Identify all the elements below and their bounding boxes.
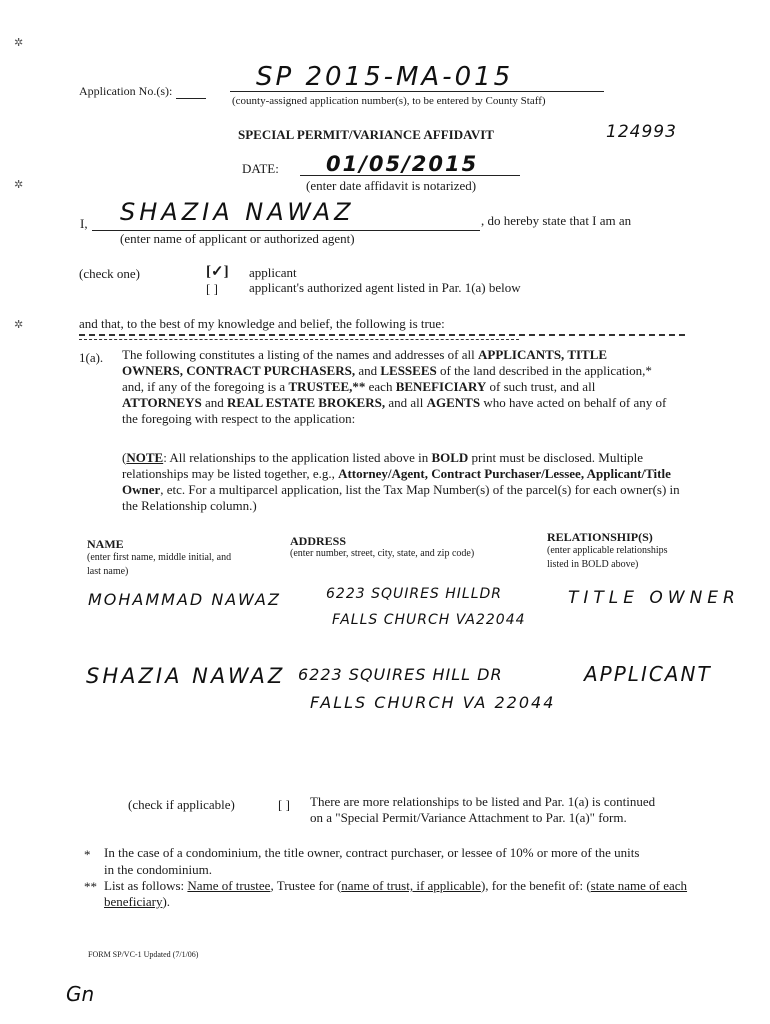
name-column-caption: (enter first name, middle initial, and: [87, 552, 232, 563]
application-no-caption: (county-assigned application number(s), to be entered by County Staff): [232, 95, 546, 107]
declarant-suffix: , do hereby state that I am an: [481, 213, 632, 228]
footnote-marker: **: [84, 879, 97, 894]
entry-address-line2: FALLS CHURCH VA 22044: [310, 693, 556, 712]
name-column-caption: last name): [87, 566, 129, 577]
scan-speck: ✲: [14, 179, 24, 191]
entry-name: SHAZIA NAWAZ: [86, 664, 286, 688]
dashed-divider: [79, 334, 685, 336]
address-column-header: ADDRESS: [290, 534, 347, 548]
application-no-label: Application No.(s):: [79, 84, 173, 98]
date-value: 01/05/2015: [326, 152, 479, 176]
footnote-condominium: in the condominium.: [104, 862, 212, 877]
footnote-trustee: List as follows: Name of trustee, Trustee for (name of trust, if applicable), for the benefit of: (state name of each beneficiary).: [104, 878, 688, 909]
entry-address-line1: 6223 SQUIRES HILL DR: [298, 665, 503, 684]
date-caption: (enter date affidavit is notarized): [306, 178, 477, 193]
dashed-divider: [79, 339, 519, 340]
applicant-checkbox[interactable]: [✓]: [206, 264, 229, 280]
continued-text: There are more relationships to be listed and Par. 1(a) is continued: [310, 794, 656, 809]
intro-statement: and that, to the best of my knowledge and belief, the following is true:: [79, 316, 445, 331]
declarant-name: SHAZIA NAWAZ: [120, 198, 355, 226]
footnote-condominium: In the case of a condominium, the title owner, contract purchaser, or lessee of 10% or more of the units: [104, 845, 640, 860]
entry-name: MOHAMMAD NAWAZ: [88, 590, 281, 609]
note-paragraph: (NOTE: All relationships to the application listed above in BOLD print must be disclosed. Multiple relationships may be listed together, e.g., Attorney/Agent, Contract Purchaser/Lessee, Applicant/Title Owner, etc. For a multiparcel application, list the Tax Map Number(s) of the parcel(s) for each owner(s) in the Relationship column.): [122, 450, 680, 513]
paragraph-1a: The following constitutes a listing of the names and addresses of all APPLICANTS, TITLE OWNERS, CONTRACT PURCHASERS, and LESSEES of the land described in the application,* and, if any of the foregoing is a TRUSTEE,** each BENEFICIARY of such trust, and all ATTORNEYS and REAL ESTATE BROKERS, and all AGENTS who have acted on behalf of any of the foregoing with respect to the application:: [122, 347, 667, 426]
entry-address-line2: FALLS CHURCH VA22044: [332, 612, 526, 628]
form-identifier: FORM SP/VC-1 Updated (7/1/06): [88, 950, 199, 959]
application-no-blank: [176, 98, 206, 99]
footnote-marker: *: [84, 847, 91, 862]
agent-option-label: applicant's authorized agent listed in Par. 1(a) below: [249, 280, 521, 295]
paragraph-number: 1(a).: [79, 350, 104, 365]
relationship-column-caption: listed in BOLD above): [547, 559, 639, 570]
scan-speck: ✲: [14, 319, 24, 331]
name-column-header: NAME: [87, 537, 124, 551]
entry-address-line1: 6223 SQUIRES HILLDR: [326, 586, 503, 602]
application-no-value: SP 2015-MA-015: [256, 62, 514, 92]
applicant-option-label: applicant: [249, 265, 297, 280]
address-column-caption: (enter number, street, city, state, and zip code): [290, 548, 475, 559]
page-title: SPECIAL PERMIT/VARIANCE AFFIDAVIT: [238, 127, 494, 142]
declarant-caption: (enter name of applicant or authorized agent): [120, 231, 355, 246]
handwritten-initials: Gn: [66, 982, 95, 1006]
relationship-column-caption: (enter applicable relationships: [547, 545, 668, 556]
scan-speck: ✲: [14, 37, 24, 49]
agent-checkbox[interactable]: [ ]: [206, 281, 218, 296]
continued-text: on a "Special Permit/Variance Attachment to Par. 1(a)" form.: [310, 810, 627, 825]
relationship-column-header: RELATIONSHIP(S): [547, 530, 653, 544]
reference-number: 124993: [606, 122, 677, 142]
declarant-prefix: I,: [80, 216, 88, 231]
check-one-label: (check one): [79, 266, 140, 281]
continued-checkbox[interactable]: [ ]: [278, 797, 290, 812]
continued-label: (check if applicable): [128, 797, 235, 812]
date-label: DATE:: [242, 161, 279, 176]
entry-relationship: APPLICANT: [584, 662, 712, 686]
entry-relationship: TITLE OWNER: [568, 588, 740, 608]
